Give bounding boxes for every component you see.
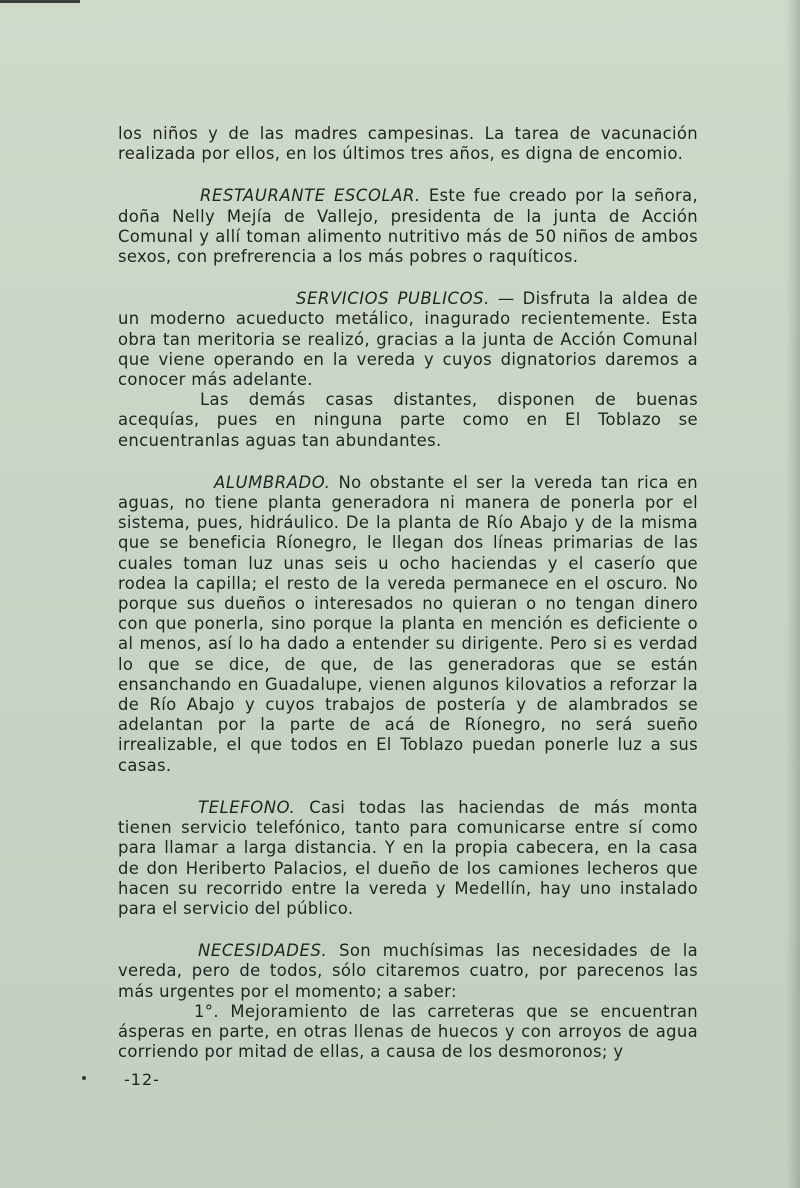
paragraph-telefono [118, 798, 698, 919]
paragraph-alumbrado [118, 473, 698, 776]
section-heading-servicios: SERVICIOS PUBLICOS. [296, 289, 490, 309]
paragraph-text: — Disfruta la aldea de un moderno acueducto metálico, inagurado recientemente. Esta obra tan meritoria se realizó, gracias a la junta de Acción Comunal que viene operando en la vereda y cuyos dignatorios daremos a conocer más adelante. [118, 289, 698, 390]
paragraph-vacunacion [118, 124, 698, 164]
page-edge-mark [0, 0, 80, 3]
paragraph-text: No obstante el ser la vereda tan rica en aguas, no tiene planta generadora ni manera de ponerla por el sistema, pues, hidráulico. De la planta de Río Abajo y de la misma que se beneficia Ríonegro, le llegan dos líneas primarias de las cuales toman luz unas seis u ocho haciendas y el caserío que rodea la capilla; el resto de la vereda permanece en el oscuro. No porque sus dueños o interesados no quieran o no tengan dinero con que ponerla, sino porque la planta en mención es deficiente o al menos, así lo ha dado a entender su dirigente. Pero si es verdad lo que se dice, de que, de las generadoras que se están ensanchando en Guadalupe, vienen algunos kilovatios a reforzar la de Río Abajo y cuyos trabajos de postería y de alambrados se adelantan por la parte de acá de Ríonegro, no será sueño irrealizable, el que todos en El Toblazo puedan ponerle luz a sus casas. [118, 472, 698, 775]
section-heading-alumbrado: ALUMBRADO. [214, 472, 331, 492]
paragraph-carreteras [118, 1002, 698, 1063]
paragraph-acequias [118, 390, 698, 451]
paragraph-text: Las demás casas distantes, disponen de buenas acequías, pues en ninguna parte como en El Toblazo se encuentranlas aguas tan abundantes. [118, 390, 698, 450]
paragraph-text: Casi todas las haciendas de más monta tienen servicio telefónico, tanto para comunicarse entre sí como para llamar a larga distancia. Y en la propia cabecera, en la casa de don Heriberto Palacios, el dueño de los camiones lecheros que hacen su recorrido entre la vereda y Medellín, hay uno instalado para el servicio del público. [118, 797, 698, 918]
paragraph-text: Son muchísimas las necesidades de la vereda, pero de todos, sólo citaremos cuatro, por parecenos las más urgentes por el momento; a saber: [118, 941, 698, 1001]
paragraph-necesidades [118, 941, 698, 1002]
ink-speck [82, 1076, 86, 1080]
page-edge-shadow [786, 0, 800, 1188]
section-heading-necesidades: NECESIDADES. [198, 941, 328, 961]
page-number: -12- [124, 1070, 160, 1089]
paragraph-text: Este fue creado por la señora, doña Nelly Mejía de Vallejo, presidenta de la junta de Acción Comunal y allí toman alimento nutritivo más de 50 niños de ambos sexos, con prefrerencia a los más pobres o raquíticos. [118, 186, 699, 267]
paragraph-text: 1°. Mejoramiento de las carreteras que se encuentran ásperas en parte, en otras llenas de huecos y con arroyos de agua corriendo por mitad de ellas, a causa de los desmoronos; y [118, 1001, 698, 1062]
paragraph-restaurante [118, 186, 698, 267]
paragraph-servicios [118, 289, 698, 390]
section-heading-restaurante: RESTAURANTE ESCOLAR. [200, 186, 421, 206]
paragraph-text: los niños y de las madres campesinas. La tarea de vacunación realizada por ellos, en los últimos tres años, es digna de encomio. [118, 124, 698, 164]
section-heading-telefono: TELEFONO. [198, 797, 296, 817]
body-text [118, 124, 698, 1062]
